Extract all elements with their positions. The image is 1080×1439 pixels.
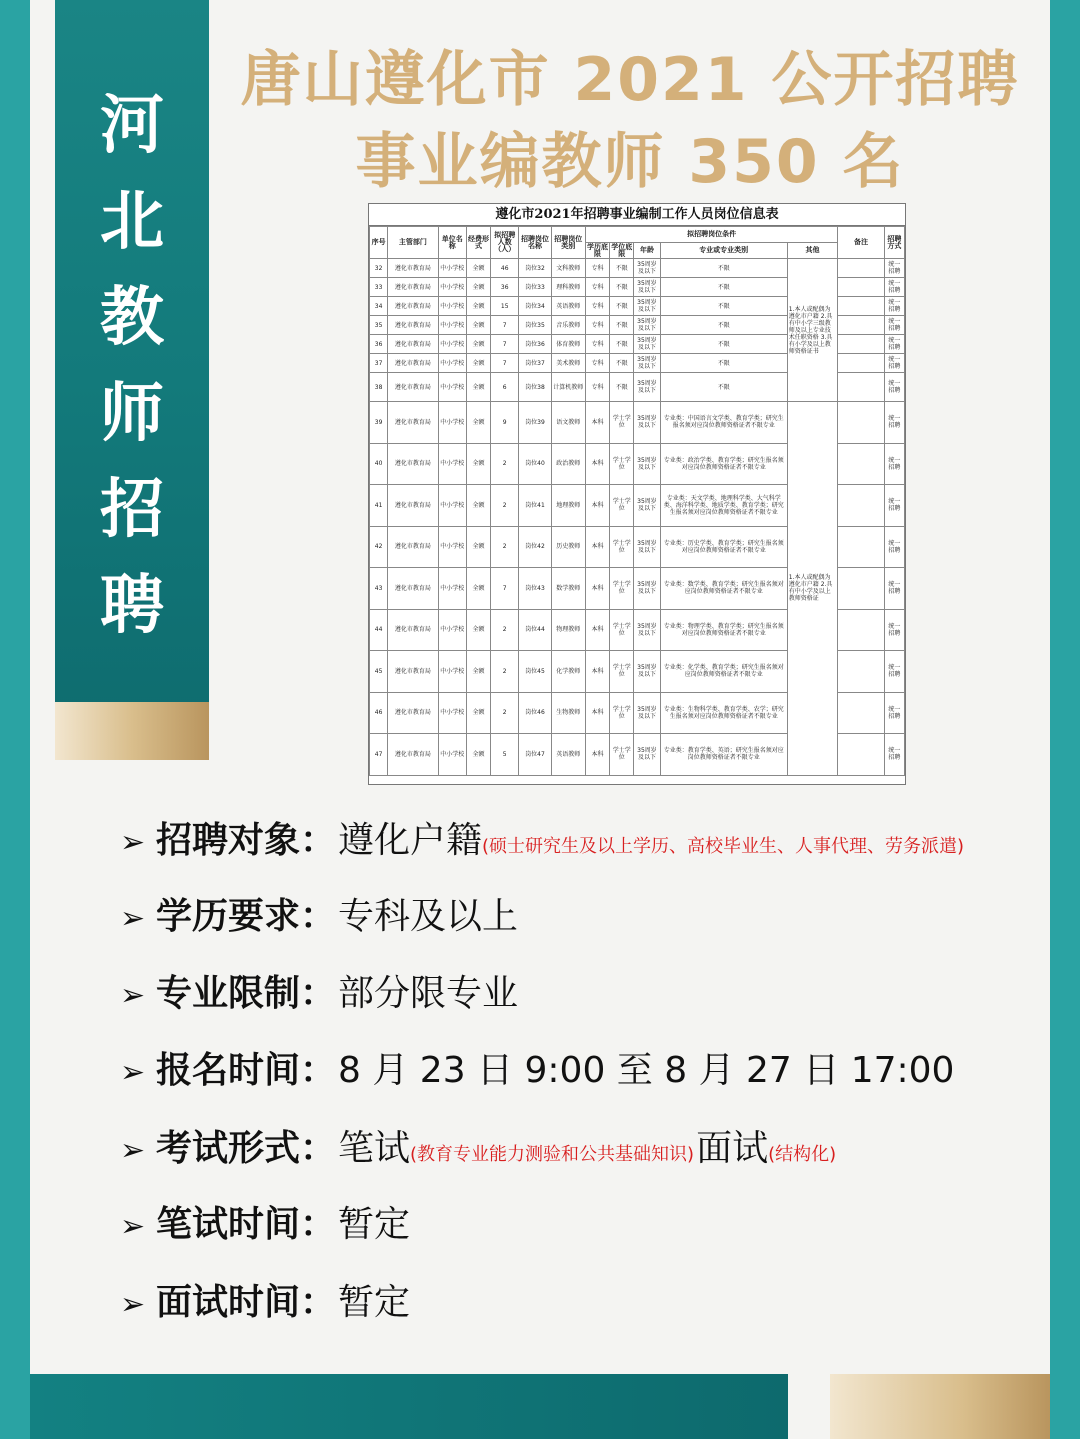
table-cell-way: 统一招聘 (884, 609, 904, 651)
table-cell-fund: 全额 (466, 692, 490, 734)
table-header-cell: 学历底限 (587, 242, 609, 258)
table-cell-fund: 全额 (466, 402, 490, 444)
table-cell-deg: 学士学位 (610, 568, 634, 610)
table-cell-fund: 全额 (466, 609, 490, 651)
table-cell-pos: 岗位39 (519, 402, 551, 444)
table-cell-no: 36 (370, 335, 388, 354)
table-cell-no: 43 (370, 568, 388, 610)
table-cell-dept: 遵化市教育局 (388, 734, 438, 776)
table-header-cell: 专业或专业类别 (660, 243, 787, 259)
table-cell-other-b: 1.本人或配偶为遵化市户籍 2.具有中小学及以上教师资格证 (787, 402, 838, 776)
table-cell-num: 2 (491, 651, 519, 693)
info-value: 暂定 (338, 1204, 411, 1245)
table-cell-unit: 中小学校 (438, 259, 466, 278)
table-cell-pos: 岗位40 (519, 443, 551, 485)
table-cell-dept: 遵化市教育局 (388, 316, 438, 335)
table-cell-pos: 岗位35 (519, 316, 551, 335)
table-cell-edu: 专科 (585, 373, 609, 402)
table-cell-remark (838, 485, 884, 527)
table-cell-num: 7 (491, 316, 519, 335)
table-header-cell: 招聘岗位名称 (519, 227, 551, 259)
table-cell-deg: 不限 (610, 278, 634, 297)
table-row (370, 259, 905, 278)
table-cell-no: 40 (370, 443, 388, 485)
table-cell-edu: 本科 (585, 651, 609, 693)
table-cell-num: 9 (491, 402, 519, 444)
info-note: (硕士研究生及以上学历、高校毕业生、人事代理、劳务派遣) (482, 836, 965, 857)
table-cell-major: 不限 (660, 259, 787, 278)
side-title-char: 招 (100, 473, 164, 547)
table-cell-pos: 岗位32 (519, 259, 551, 278)
table-cell-no: 35 (370, 316, 388, 335)
arrow-bullet-icon: ➢ (120, 1055, 146, 1090)
table-cell-remark (838, 297, 884, 316)
table-cell-way: 统一招聘 (884, 259, 904, 278)
table-cell-edu: 本科 (585, 526, 609, 568)
table-header-cell: 招聘岗位类别 (551, 227, 585, 259)
table-cell-remark (838, 278, 884, 297)
table-cell-remark (838, 651, 884, 693)
table-cell-unit: 中小学校 (438, 373, 466, 402)
table-cell-edu: 本科 (585, 734, 609, 776)
info-label: 学历要求： (156, 896, 337, 937)
table-cell-major: 专业类：数学类、教育学类；研究生报名须对应岗位教师资格证者不限专业 (660, 568, 787, 610)
table-cell-unit: 中小学校 (438, 278, 466, 297)
table-caption: 遵化市2021年招聘事业编制工作人员岗位信息表 (369, 204, 905, 226)
table-cell-remark (838, 354, 884, 373)
arrow-bullet-icon: ➢ (120, 1209, 146, 1244)
table-cell-way: 统一招聘 (884, 354, 904, 373)
table-cell-major: 专业类：历史学类、教育学类；研究生报名须对应岗位教师资格证者不限专业 (660, 526, 787, 568)
table-cell-fund: 全额 (466, 734, 490, 776)
table-cell-deg: 学士学位 (610, 609, 634, 651)
table-cell-fund: 全额 (466, 651, 490, 693)
info-label: 专业限制： (156, 973, 337, 1014)
table-cell-cat: 物理教师 (551, 609, 585, 651)
table-cell-edu: 专科 (585, 259, 609, 278)
table-cell-age: 35周岁及以下 (634, 402, 660, 444)
info-row (120, 965, 1070, 1016)
side-vertical-title (55, 78, 209, 654)
table-cell-edu: 专科 (585, 316, 609, 335)
table-cell-major: 不限 (660, 278, 787, 297)
table-cell-fund: 全额 (466, 526, 490, 568)
table-cell-dept: 遵化市教育局 (388, 609, 438, 651)
info-value-2: 面试 (696, 1128, 769, 1169)
table-cell-no: 39 (370, 402, 388, 444)
table-cell-age: 35周岁及以下 (634, 526, 660, 568)
info-note: (教育专业能力测验和公共基础知识) (410, 1144, 695, 1165)
side-title-char: 北 (100, 185, 164, 259)
table-cell-way: 统一招聘 (884, 651, 904, 693)
table-cell-fund: 全额 (466, 335, 490, 354)
table-cell-fund: 全额 (466, 373, 490, 402)
table-cell-remark (838, 692, 884, 734)
table-cell-edu: 专科 (585, 335, 609, 354)
table-header-cell: 经费形式 (466, 227, 490, 259)
table-cell-other-a: 1.本人或配偶为遵化市户籍 2.具有中小学三级教师及以上专业技术任职资格 3.具有小学及以上教师资格证书 (787, 259, 838, 402)
bottom-gold-bar (830, 1374, 1050, 1439)
table-header-cell: 备注 (838, 227, 884, 259)
info-label: 考试形式： (156, 1128, 337, 1169)
table-cell-age: 35周岁及以下 (634, 297, 660, 316)
table-cell-dept: 遵化市教育局 (388, 443, 438, 485)
table-cell-deg: 不限 (610, 259, 634, 278)
side-title-char: 教 (100, 281, 164, 355)
table-cell-remark (838, 335, 884, 354)
table-cell-edu: 专科 (585, 278, 609, 297)
table-cell-deg: 不限 (610, 297, 634, 316)
table-cell-major: 专业类：中国语言文学类、教育学类；研究生报名须对应岗位教师资格证者不限专业 (660, 402, 787, 444)
table-cell-deg: 学士学位 (610, 651, 634, 693)
table-cell-deg: 不限 (610, 335, 634, 354)
info-value: 专科及以上 (338, 896, 519, 937)
table-header-cell: 年龄 (634, 243, 660, 259)
table-cell-dept: 遵化市教育局 (388, 568, 438, 610)
table-cell-deg: 不限 (610, 354, 634, 373)
table-cell-pos: 岗位34 (519, 297, 551, 316)
table-cell-way: 统一招聘 (884, 278, 904, 297)
table-cell-cat: 历史教师 (551, 526, 585, 568)
info-label: 面试时间： (156, 1282, 337, 1323)
table-cell-remark (838, 568, 884, 610)
side-title-char: 师 (100, 377, 164, 451)
table-cell-edu: 本科 (585, 485, 609, 527)
table-cell-dept: 遵化市教育局 (388, 651, 438, 693)
table-cell-num: 36 (491, 278, 519, 297)
table-cell-unit: 中小学校 (438, 297, 466, 316)
table-cell-dept: 遵化市教育局 (388, 297, 438, 316)
table-cell-unit: 中小学校 (438, 443, 466, 485)
table-cell-dept: 遵化市教育局 (388, 526, 438, 568)
table-cell-pos: 岗位43 (519, 568, 551, 610)
table-cell-fund: 全额 (466, 297, 490, 316)
table-cell-age: 35周岁及以下 (634, 609, 660, 651)
table-cell-dept: 遵化市教育局 (388, 485, 438, 527)
table-cell-cat: 政治教师 (551, 443, 585, 485)
table-cell-dept: 遵化市教育局 (388, 354, 438, 373)
table-cell-pos: 岗位38 (519, 373, 551, 402)
table-cell-num: 2 (491, 692, 519, 734)
table-cell-age: 35周岁及以下 (634, 335, 660, 354)
table-cell-num: 2 (491, 443, 519, 485)
table-cell-age: 35周岁及以下 (634, 316, 660, 335)
table-cell-fund: 全额 (466, 278, 490, 297)
table-cell-major: 不限 (660, 335, 787, 354)
table-cell-age: 35周岁及以下 (634, 485, 660, 527)
table-cell-dept: 遵化市教育局 (388, 373, 438, 402)
table-cell-major: 不限 (660, 354, 787, 373)
info-row (120, 1042, 1070, 1093)
table-header-cell: 单位名称 (438, 227, 466, 259)
table-cell-way: 统一招聘 (884, 443, 904, 485)
table-cell-edu: 本科 (585, 609, 609, 651)
table-cell-pos: 岗位41 (519, 485, 551, 527)
table-cell-age: 35周岁及以下 (634, 568, 660, 610)
table-cell-deg: 学士学位 (610, 402, 634, 444)
table-cell-cat: 生物教师 (551, 692, 585, 734)
table-cell-dept: 遵化市教育局 (388, 259, 438, 278)
table-cell-major: 不限 (660, 373, 787, 402)
table-cell-num: 46 (491, 259, 519, 278)
table-cell-fund: 全额 (466, 443, 490, 485)
table-header-cell: 主管部门 (388, 227, 438, 259)
table-cell-num: 5 (491, 734, 519, 776)
table-cell-age: 35周岁及以下 (634, 259, 660, 278)
table-cell-dept: 遵化市教育局 (388, 402, 438, 444)
table-cell-num: 6 (491, 373, 519, 402)
table-header-cell: 学位底限 (611, 242, 633, 258)
table-cell-unit: 中小学校 (438, 526, 466, 568)
table-cell-way: 统一招聘 (884, 297, 904, 316)
headline-line-2: 事业编教师 350 名 (355, 127, 905, 197)
table-cell-fund: 全额 (466, 485, 490, 527)
table-cell-major: 不限 (660, 316, 787, 335)
table-cell-no: 44 (370, 609, 388, 651)
table-cell-num: 7 (491, 354, 519, 373)
table-cell-major: 专业类：物理学类、教育学类；研究生报名须对应岗位教师资格证者不限专业 (660, 609, 787, 651)
table-cell-num: 2 (491, 609, 519, 651)
side-gold-strip (55, 702, 209, 760)
table-cell-remark (838, 259, 884, 278)
info-note-2: (结构化) (768, 1144, 837, 1165)
table-cell-no: 38 (370, 373, 388, 402)
table-cell-edu: 本科 (585, 443, 609, 485)
table-cell-way: 统一招聘 (884, 402, 904, 444)
table-cell-dept: 遵化市教育局 (388, 335, 438, 354)
arrow-bullet-icon: ➢ (120, 901, 146, 936)
table-cell-age: 35周岁及以下 (634, 443, 660, 485)
table-cell-fund: 全额 (466, 316, 490, 335)
table-cell-no: 46 (370, 692, 388, 734)
table-cell-unit: 中小学校 (438, 692, 466, 734)
table-cell-unit: 中小学校 (438, 485, 466, 527)
table-cell-edu: 专科 (585, 354, 609, 373)
info-label: 招聘对象： (156, 820, 337, 861)
table-cell-no: 42 (370, 526, 388, 568)
table-cell-num: 15 (491, 297, 519, 316)
table-cell-way: 统一招聘 (884, 335, 904, 354)
info-row (120, 1120, 1070, 1171)
table-cell-age: 35周岁及以下 (634, 278, 660, 297)
table-cell-pos: 岗位47 (519, 734, 551, 776)
info-row (120, 888, 1070, 939)
table-cell-unit: 中小学校 (438, 568, 466, 610)
table-cell-cat: 音乐教师 (551, 316, 585, 335)
table-cell-cat: 地理教师 (551, 485, 585, 527)
table-cell-num: 7 (491, 335, 519, 354)
arrow-bullet-icon: ➢ (120, 825, 146, 860)
arrow-bullet-icon: ➢ (120, 1133, 146, 1168)
table-cell-edu: 本科 (585, 568, 609, 610)
table-cell-unit: 中小学校 (438, 402, 466, 444)
table-cell-unit: 中小学校 (438, 316, 466, 335)
side-title-char: 河 (100, 89, 164, 163)
table-cell-unit: 中小学校 (438, 335, 466, 354)
table-cell-dept: 遵化市教育局 (388, 278, 438, 297)
table-cell-deg: 不限 (610, 373, 634, 402)
table-cell-no: 34 (370, 297, 388, 316)
table-cell-major: 专业类：天文学类、地理科学类、大气科学类、海洋科学类、地质学类、教育学类；研究生报名须对应岗位教师资格证者不限专业 (660, 485, 787, 527)
table-cell-deg: 学士学位 (610, 485, 634, 527)
table-header-cell: 拟招聘人数（人） (491, 227, 519, 259)
table-cell-way: 统一招聘 (884, 526, 904, 568)
table-cell-cat: 美术教师 (551, 354, 585, 373)
table-cell-deg: 不限 (610, 316, 634, 335)
table-cell-edu: 本科 (585, 402, 609, 444)
table-cell-pos: 岗位44 (519, 609, 551, 651)
table-cell-num: 7 (491, 568, 519, 610)
info-row (120, 1196, 1070, 1247)
table-cell-pos: 岗位46 (519, 692, 551, 734)
table-cell-age: 35周岁及以下 (634, 692, 660, 734)
table-cell-way: 统一招聘 (884, 316, 904, 335)
info-label: 笔试时间： (156, 1204, 337, 1245)
table-cell-remark (838, 734, 884, 776)
table-cell-pos: 岗位36 (519, 335, 551, 354)
table-cell-age: 35周岁及以下 (634, 373, 660, 402)
table-cell-way: 统一招聘 (884, 485, 904, 527)
info-value: 笔试 (338, 1128, 411, 1169)
table-cell-pos: 岗位42 (519, 526, 551, 568)
table-cell-age: 35周岁及以下 (634, 734, 660, 776)
table-cell-deg: 学士学位 (610, 443, 634, 485)
table-cell-remark (838, 316, 884, 335)
table-cell-cat: 语文教师 (551, 402, 585, 444)
headline-line-1: 唐山遵化市 2021 公开招聘 (240, 45, 1020, 115)
table-cell-age: 35周岁及以下 (634, 651, 660, 693)
table-cell-num: 2 (491, 485, 519, 527)
table-cell-cat: 英语教师 (551, 734, 585, 776)
table-cell-way: 统一招聘 (884, 734, 904, 776)
table-cell-deg: 学士学位 (610, 526, 634, 568)
table-header-cell: 其他 (787, 243, 838, 259)
table-cell-no: 47 (370, 734, 388, 776)
table-header-cell: 序号 (370, 227, 388, 259)
table-cell-way: 统一招聘 (884, 373, 904, 402)
table-cell-cat: 理科教师 (551, 278, 585, 297)
arrow-bullet-icon: ➢ (120, 978, 146, 1013)
info-label: 报名时间： (156, 1050, 337, 1091)
table-cell-no: 37 (370, 354, 388, 373)
job-table-image (368, 203, 906, 785)
table-cell-cat: 化学教师 (551, 651, 585, 693)
table-cell-fund: 全额 (466, 354, 490, 373)
table-cell-remark (838, 609, 884, 651)
table-cell-pos: 岗位33 (519, 278, 551, 297)
table-cell-major: 不限 (660, 297, 787, 316)
table-cell-cat: 体育教师 (551, 335, 585, 354)
info-value: 暂定 (338, 1282, 411, 1323)
info-value: 部分限专业 (338, 973, 519, 1014)
table-cell-way: 统一招聘 (884, 692, 904, 734)
table-cell-way: 统一招聘 (884, 568, 904, 610)
table-cell-cat: 文科教师 (551, 259, 585, 278)
table-cell-remark (838, 526, 884, 568)
table-body (369, 226, 905, 776)
table-cell-deg: 学士学位 (610, 734, 634, 776)
table-cell-cat: 数学教师 (551, 568, 585, 610)
table-cell-unit: 中小学校 (438, 651, 466, 693)
table-cell-edu: 本科 (585, 692, 609, 734)
table-cell-major: 专业类：政治学类、教育学类；研究生报名须对应岗位教师资格证者不限专业 (660, 443, 787, 485)
table-header-cell: 招聘方式 (884, 227, 904, 259)
table-cell-pos: 岗位37 (519, 354, 551, 373)
table-cell-no: 33 (370, 278, 388, 297)
table-cell-remark (838, 373, 884, 402)
table-cell-unit: 中小学校 (438, 354, 466, 373)
side-banner (55, 0, 209, 760)
table-cell-remark (838, 443, 884, 485)
table-cell-deg: 学士学位 (610, 692, 634, 734)
info-row (120, 1274, 1070, 1325)
info-value: 8 月 23 日 9:00 至 8 月 27 日 17:00 (338, 1050, 955, 1091)
info-row (120, 812, 1070, 863)
table-row (370, 402, 905, 444)
table-cell-no: 45 (370, 651, 388, 693)
table-cell-major: 专业类：教育学类、英语；研究生报名须对应岗位教师资格证者不限专业 (660, 734, 787, 776)
table-header-cell: 拟招聘岗位条件 (585, 227, 837, 243)
table-cell-remark (838, 402, 884, 444)
table-cell-pos: 岗位45 (519, 651, 551, 693)
bottom-teal-bar (30, 1374, 788, 1439)
table-cell-fund: 全额 (466, 568, 490, 610)
table-cell-major: 专业类：化学类、教育学类；研究生报名须对应岗位教师资格证者不限专业 (660, 651, 787, 693)
info-value: 遵化户籍 (338, 820, 483, 861)
table-cell-cat: 英语教师 (551, 297, 585, 316)
arrow-bullet-icon: ➢ (120, 1287, 146, 1322)
side-title-char: 聘 (100, 569, 164, 643)
table-cell-no: 32 (370, 259, 388, 278)
table-cell-num: 2 (491, 526, 519, 568)
table-cell-dept: 遵化市教育局 (388, 692, 438, 734)
table-cell-edu: 专科 (585, 297, 609, 316)
table-cell-cat: 计算机教师 (551, 373, 585, 402)
table-cell-unit: 中小学校 (438, 609, 466, 651)
table-cell-fund: 全额 (466, 259, 490, 278)
table-cell-age: 35周岁及以下 (634, 354, 660, 373)
table-cell-no: 41 (370, 485, 388, 527)
table-cell-major: 专业类：生物科学类、教育学类、农学；研究生报名须对应岗位教师资格证者不限专业 (660, 692, 787, 734)
table-cell-unit: 中小学校 (438, 734, 466, 776)
job-table (369, 226, 905, 776)
